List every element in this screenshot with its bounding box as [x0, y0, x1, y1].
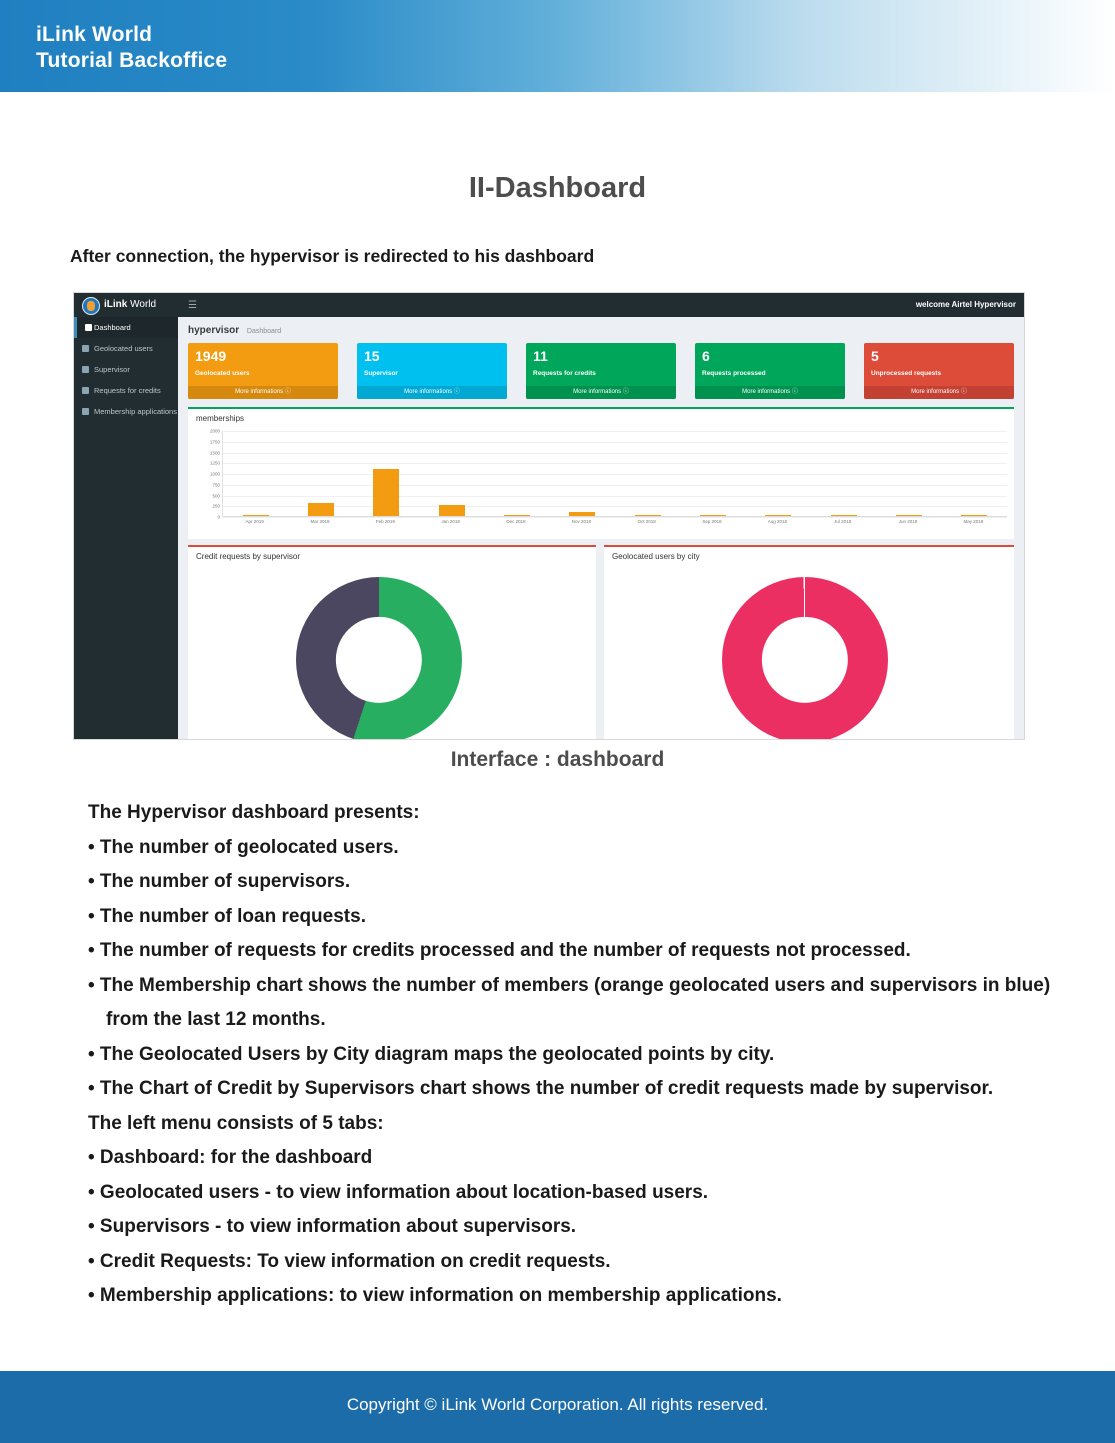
x-tick-label: Nov 2018 [571, 519, 591, 524]
stat-more-link[interactable]: More informations ⓘ [188, 386, 338, 399]
stat-value: 6 [702, 348, 710, 364]
breadcrumb-sub: Dashboard [246, 328, 282, 335]
gridline [223, 517, 1007, 518]
dashboard-screenshot [73, 292, 1025, 740]
gridline [223, 453, 1007, 454]
gridline [223, 442, 1007, 443]
bar-plot-area [222, 431, 1007, 517]
x-tick-label: Jul 2018 [834, 519, 852, 524]
x-axis [223, 516, 1007, 517]
body-line: • The number of loan requests. [88, 905, 366, 927]
body-line: • Credit Requests: To view information on credit requests. [88, 1250, 611, 1272]
body-line: The Hypervisor dashboard presents: [88, 802, 420, 823]
x-tick-label: Jun 2018 [898, 519, 918, 524]
memberships-panel [188, 407, 1014, 539]
stat-card[interactable] [526, 343, 676, 399]
users-icon [82, 345, 89, 352]
supervisor-icon [82, 366, 89, 373]
body-line: • The Geolocated Users by City diagram maps the geolocated points by city. [88, 1043, 775, 1065]
x-axis-labels [222, 519, 1006, 529]
credit-icon [82, 387, 89, 394]
y-tick-label: 500 [212, 493, 220, 498]
body-line: • Supervisors - to view information about supervisors. [88, 1216, 577, 1237]
stat-more-link[interactable]: More informations ⓘ [357, 386, 507, 399]
sidebar-item-requests-for-credits[interactable] [74, 380, 178, 401]
sidebar-item-label: Dashboard [94, 323, 131, 332]
intro-text: After connection, the hypervisor is redirected to his dashboard [70, 246, 595, 266]
stat-label: Supervisor [364, 370, 398, 377]
sidebar-item-dashboard[interactable] [74, 317, 178, 338]
gridline [223, 474, 1007, 475]
sidebar-item-membership-applications[interactable] [74, 401, 178, 422]
stat-card[interactable] [357, 343, 507, 399]
donut-hole [336, 617, 422, 703]
y-axis [196, 428, 220, 520]
y-tick-label: 250 [212, 503, 220, 509]
bar [831, 515, 857, 516]
bar [635, 515, 661, 516]
stat-value: 1949 [195, 348, 227, 364]
app-sidebar [74, 317, 178, 739]
app-logo-icon [82, 297, 100, 315]
app-logo-light: World [130, 299, 157, 310]
donut-hole [762, 617, 848, 703]
x-tick-label: Feb 2019 [375, 519, 395, 524]
stat-more-link[interactable]: More informations ⓘ [695, 386, 845, 399]
sidebar-item-geolocated-users[interactable] [74, 338, 178, 359]
breadcrumb-title: hypervisor [188, 325, 240, 336]
body-line: • The Chart of Credit by Supervisors chart shows the number of credit requests made by supervisor. [88, 1078, 994, 1099]
y-tick-label: 1250 [209, 460, 220, 466]
credit-requests-panel [188, 545, 596, 740]
stat-card[interactable] [188, 343, 338, 399]
body-line: from the last 12 months. [106, 1009, 326, 1030]
x-tick-label: Apr 2019 [245, 519, 264, 524]
stat-value: 15 [364, 348, 380, 364]
stat-card[interactable] [864, 343, 1014, 399]
stat-label: Requests for credits [533, 370, 596, 377]
stat-value: 11 [533, 348, 548, 364]
gridline [223, 506, 1007, 507]
y-tick-label: 1750 [209, 439, 220, 445]
app-logo-text [104, 299, 156, 310]
y-tick-label: 2000 [209, 428, 220, 434]
credit-requests-title: Credit requests by supervisor [196, 552, 301, 561]
x-tick-label: Aug 2018 [767, 519, 787, 524]
x-tick-label: Sep 2018 [702, 519, 722, 524]
bar [896, 515, 922, 516]
bar [243, 515, 269, 516]
stat-label: Geolocated users [195, 370, 250, 377]
page-title: II-Dashboard [468, 172, 647, 204]
y-tick-label: 0 [217, 514, 220, 520]
body-line: • The number of supervisors. [88, 871, 351, 892]
x-tick-label: Oct 2018 [637, 519, 656, 524]
brand-line-2: Tutorial Backoffice [36, 49, 228, 72]
x-tick-label: Dec 2018 [506, 519, 526, 524]
app-topbar [74, 293, 1024, 317]
bar [961, 515, 987, 516]
bar [373, 469, 399, 516]
brand-line-1: iLink World [36, 23, 153, 46]
y-tick-label: 1000 [209, 471, 220, 477]
gridline [223, 431, 1007, 432]
app-logo-bold: iLink [104, 299, 128, 310]
stat-more-link[interactable]: More informations ⓘ [526, 386, 676, 399]
dashboard-icon [85, 324, 92, 331]
sidebar-item-label: Geolocated users [94, 344, 153, 353]
y-tick-label: 750 [212, 482, 220, 488]
bar [700, 515, 726, 516]
geolocated-city-panel [604, 545, 1014, 740]
geolocated-donut-chart [722, 577, 888, 740]
page-header [0, 0, 1115, 92]
welcome-label: welcome Airtel Hypervisor [915, 300, 1016, 309]
footer-text: Copyright © iLink World Corporation. All rights reserved. [346, 1395, 769, 1414]
breadcrumb [188, 325, 281, 336]
membership-icon [82, 408, 89, 415]
memberships-chart [196, 428, 1006, 531]
stat-value: 5 [871, 348, 879, 364]
gridline [223, 485, 1007, 486]
stat-more-link[interactable]: More informations ⓘ [864, 386, 1014, 399]
stat-card[interactable] [695, 343, 845, 399]
credit-donut-chart [296, 577, 462, 740]
x-tick-label: May 2018 [963, 519, 984, 524]
bar [765, 515, 791, 516]
body-line: • The number of requests for credits processed and the number of requests not processed. [88, 940, 911, 961]
menu-toggle-icon[interactable]: ☰ [188, 300, 197, 311]
brand-block [36, 22, 227, 74]
sidebar-item-supervisor[interactable] [74, 359, 178, 380]
bar [504, 515, 530, 516]
body-line: The left menu consists of 5 tabs: [88, 1112, 384, 1134]
memberships-title: memberships [196, 414, 245, 423]
bar [569, 512, 595, 516]
bar [439, 505, 465, 516]
geolocated-city-title: Geolocated users by city [612, 552, 700, 561]
body-line: • Membership applications: to view information on membership applications. [88, 1285, 782, 1306]
stat-label: Requests processed [702, 370, 766, 377]
body-line: • Dashboard: for the dashboard [88, 1147, 373, 1168]
gridline [223, 496, 1007, 497]
x-tick-label: Jan 2019 [441, 519, 460, 524]
stat-label: Unprocessed requests [871, 370, 942, 377]
y-tick-label: 1500 [209, 450, 220, 455]
figure-caption: Interface : dashboard [450, 748, 665, 771]
bar [308, 503, 334, 516]
sidebar-item-label: Membership applications [94, 407, 177, 416]
x-tick-label: Mar 2019 [310, 519, 330, 524]
stat-cards [188, 343, 1014, 399]
app-content [178, 317, 1024, 739]
sidebar-item-label: Supervisor [94, 365, 130, 374]
body-line: • Geolocated users - to view information about location-based users. [88, 1181, 709, 1203]
body-line: • The Membership chart shows the number of members (orange geolocated users and supervisors in blue) [88, 974, 1051, 996]
gridline [223, 463, 1007, 464]
page-footer [0, 1368, 1115, 1443]
sidebar-item-label: Requests for credits [94, 386, 161, 395]
body-line: • The number of geolocated users. [88, 836, 399, 858]
body-text [88, 796, 1078, 1314]
